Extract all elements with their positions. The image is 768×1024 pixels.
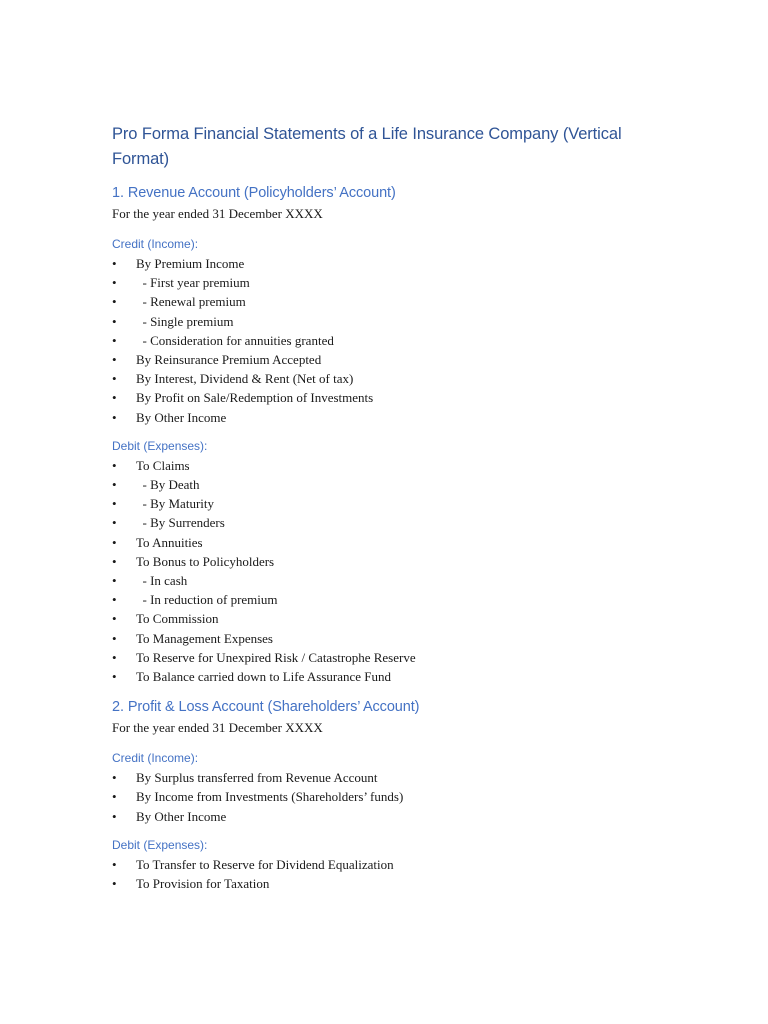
bullet-icon: • — [112, 876, 117, 892]
bullet-icon: • — [112, 256, 117, 271]
list-item-text: - By Maturity — [136, 496, 214, 512]
bullet-icon: • — [112, 789, 117, 805]
list-item — [112, 350, 672, 369]
bullet-icon: • — [112, 409, 117, 425]
list-item — [112, 388, 672, 407]
bullet-icon: • — [112, 856, 117, 872]
list-item-text: By Interest, Dividend & Rent (Net of tax) — [136, 371, 354, 387]
list-item — [112, 874, 672, 893]
bullet-icon: • — [112, 352, 117, 368]
list-item-text: By Reinsurance Premium Accepted — [136, 352, 322, 368]
document-page — [112, 122, 672, 904]
bullet-icon: • — [112, 275, 117, 291]
list-item-text: To Reserve for Unexpired Risk / Catastrophe Reserve — [136, 649, 416, 665]
list-item-text: To Claims — [136, 457, 190, 473]
list-item — [112, 312, 672, 331]
bullet-icon: • — [112, 294, 117, 310]
list-item-text: By Surplus transferred from Revenue Account — [136, 770, 378, 786]
list-item-text: - By Death — [136, 477, 200, 493]
list-item — [112, 408, 672, 427]
bullet-icon: • — [112, 313, 117, 329]
list-item — [112, 273, 672, 292]
list-item — [112, 768, 672, 787]
list-item-text: By Other Income — [136, 808, 227, 824]
list-item-text: To Commission — [136, 611, 219, 627]
list-item — [112, 629, 672, 648]
list-item — [112, 513, 672, 532]
list-item-text: By Profit on Sale/Redemption of Investments — [136, 390, 374, 406]
list-item-text: - In cash — [136, 573, 188, 589]
list-item — [112, 648, 672, 667]
bullet-icon: • — [112, 371, 117, 387]
document-sections — [112, 183, 672, 893]
list-item — [112, 667, 672, 686]
period-text: For the year ended 31 December XXXX — [112, 720, 323, 736]
list-item-text: To Provision for Taxation — [136, 876, 270, 892]
list-item — [112, 807, 672, 826]
list-item — [112, 787, 672, 806]
list-item — [112, 475, 672, 494]
bullet-icon: • — [112, 630, 117, 646]
list-item — [112, 533, 672, 552]
list-item-text: To Bonus to Policyholders — [136, 553, 275, 569]
list-item — [112, 331, 672, 350]
bullet-icon: • — [112, 770, 117, 786]
list-item — [112, 494, 672, 513]
list-item-text: - Consideration for annuities granted — [136, 332, 334, 348]
list-item-text: - First year premium — [136, 275, 250, 291]
list-item — [112, 609, 672, 628]
bullet-icon: • — [112, 669, 117, 685]
bullet-icon: • — [112, 496, 117, 512]
credit-subheading: Credit (Income): — [112, 237, 199, 251]
section-heading: 1. Revenue Account (Policyholders’ Account) — [112, 185, 396, 201]
list-item — [112, 369, 672, 388]
bullet-icon: • — [112, 477, 117, 493]
list-item — [112, 590, 672, 609]
list-item — [112, 456, 672, 475]
list-item-text: By Other Income — [136, 409, 227, 425]
list-item-text: To Transfer to Reserve for Dividend Equalization — [136, 856, 394, 872]
list-item — [112, 571, 672, 590]
period-text: For the year ended 31 December XXXX — [112, 206, 323, 221]
debit-item-list — [112, 456, 672, 686]
list-item-text: To Balance carried down to Life Assurance Fund — [136, 669, 392, 685]
credit-item-list — [112, 768, 672, 826]
list-item-text: - By Surrenders — [136, 515, 225, 531]
list-item — [112, 292, 672, 311]
section-1 — [112, 183, 672, 686]
list-item — [112, 552, 672, 571]
list-item-text: To Management Expenses — [136, 630, 273, 646]
document-title: Pro Forma Financial Statements of a Life Insurance Company (Vertical Format) — [112, 125, 622, 168]
section-2 — [112, 697, 672, 893]
list-item-text: - In reduction of premium — [136, 592, 278, 608]
debit-subheading: Debit (Expenses): — [112, 438, 208, 453]
section-heading: 2. Profit & Loss Account (Shareholders’ Account) — [112, 699, 420, 716]
list-item-text: By Income from Investments (Shareholders’ funds) — [136, 789, 404, 805]
bullet-icon: • — [112, 332, 117, 348]
list-item — [112, 254, 672, 273]
bullet-icon: • — [112, 515, 117, 531]
bullet-icon: • — [112, 611, 117, 627]
bullet-icon: • — [112, 808, 117, 824]
list-item-text: - Single premium — [136, 313, 234, 329]
bullet-icon: • — [112, 390, 117, 406]
bullet-icon: • — [112, 573, 117, 589]
credit-item-list — [112, 254, 672, 427]
bullet-icon: • — [112, 457, 117, 473]
list-item-text: By Premium Income — [136, 256, 245, 271]
list-item-text: To Annuities — [136, 534, 203, 550]
list-item — [112, 855, 672, 874]
bullet-icon: • — [112, 534, 117, 550]
list-item-text: - Renewal premium — [136, 294, 246, 310]
debit-subheading: Debit (Expenses): — [112, 837, 208, 852]
bullet-icon: • — [112, 592, 117, 608]
bullet-icon: • — [112, 553, 117, 569]
credit-subheading: Credit (Income): — [112, 751, 199, 766]
debit-item-list — [112, 855, 672, 893]
bullet-icon: • — [112, 649, 117, 665]
